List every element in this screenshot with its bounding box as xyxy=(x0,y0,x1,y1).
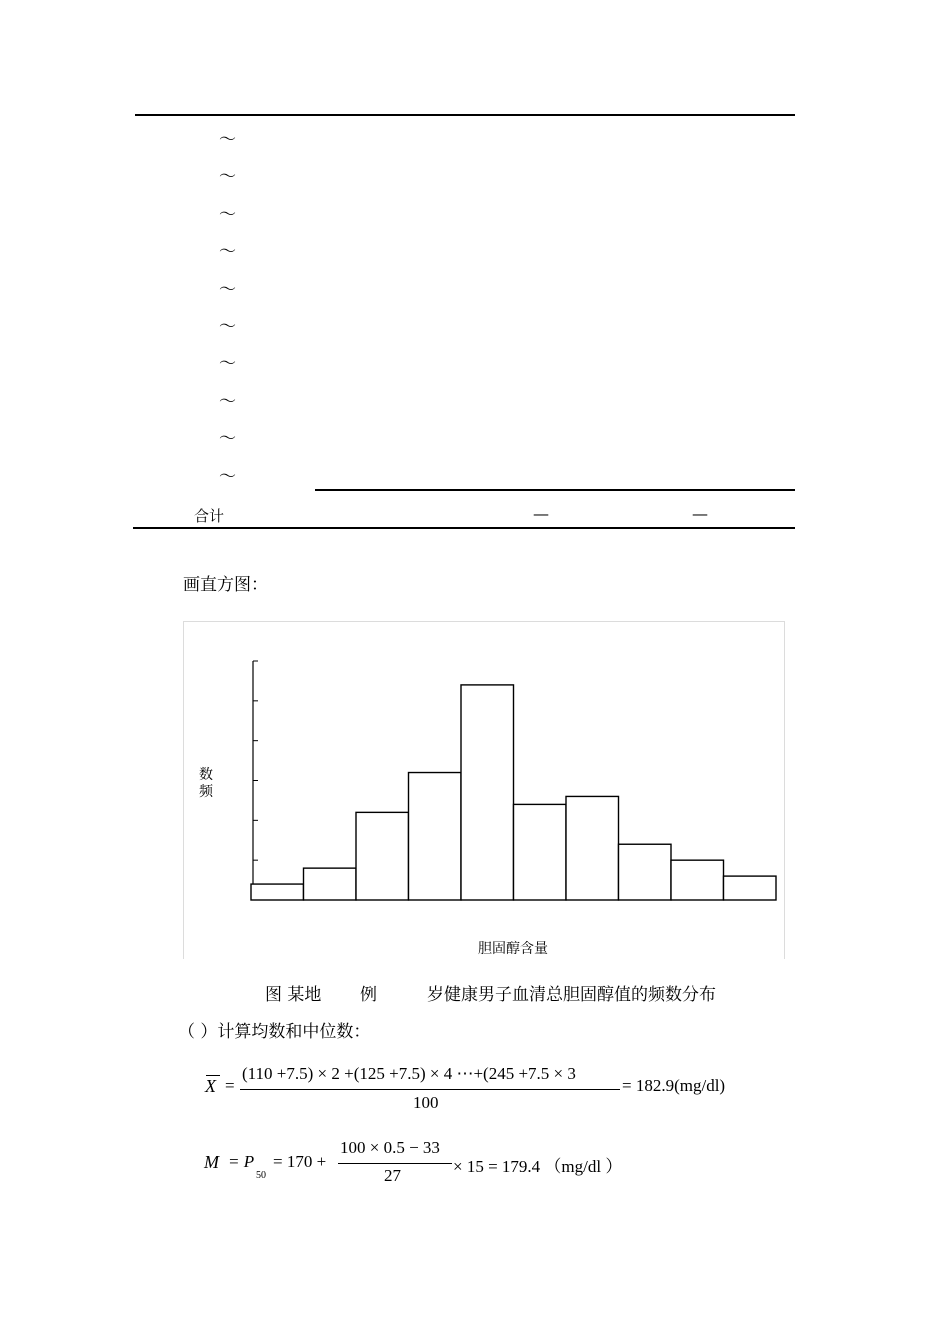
histogram-bar xyxy=(409,773,462,900)
x-axis-label: 胆固醇含量 xyxy=(478,941,548,957)
table-row-mark: ～ xyxy=(219,204,236,225)
median-numerator: 100 × 0.5 − 33 xyxy=(340,1138,440,1157)
mean-equals: = xyxy=(225,1076,235,1095)
table-row-mark: ～ xyxy=(219,242,236,263)
median-subscript: 50 xyxy=(256,1170,266,1181)
histogram-bar xyxy=(671,860,724,900)
histogram-bar xyxy=(356,812,409,900)
table-row-mark: ～ xyxy=(219,130,236,150)
mean-denominator: 100 xyxy=(413,1093,439,1112)
histogram-bar xyxy=(251,884,304,900)
mean-symbol: X xyxy=(205,1076,216,1096)
histogram-bar xyxy=(461,685,514,900)
table-total-dash-1: — xyxy=(533,504,549,523)
median-mid: = 170 + xyxy=(273,1152,327,1171)
median-symbol: M xyxy=(204,1152,219,1172)
table-row-mark: ～ xyxy=(219,279,236,300)
y-axis-label-line1: 数 xyxy=(199,767,213,783)
table-row-mark: ～ xyxy=(219,167,236,188)
median-fraction-line xyxy=(338,1163,452,1164)
question-label: （ ）计算均数和中位数： xyxy=(178,1022,371,1042)
mean-numerator: (110 +7.5) × 2 +(125 +7.5) × 4 ⋯+(245 +7.5 × 3 xyxy=(242,1064,576,1083)
figure-caption-part2: 例 xyxy=(360,985,377,1005)
table-row-mark: ～ xyxy=(219,317,236,337)
histogram-bar xyxy=(619,844,672,900)
histogram-bar xyxy=(566,796,619,900)
histogram-bar xyxy=(724,876,777,900)
histogram-bar xyxy=(304,868,357,900)
median-p: = P xyxy=(228,1152,255,1171)
table-total-dash-2: — xyxy=(692,504,708,523)
table-row-mark: ～ xyxy=(219,466,236,487)
median-result: × 15 = 179.4 （mg/dl ） xyxy=(453,1157,623,1176)
mean-result: = 182.9(mg/dl) xyxy=(622,1076,726,1095)
mean-fraction-line xyxy=(240,1089,620,1090)
histogram-bar xyxy=(514,804,567,900)
figure-caption-part1: 图 某地 xyxy=(265,985,322,1005)
y-axis-label-line2: 频 xyxy=(199,784,213,800)
table-row-mark: ～ xyxy=(219,354,236,375)
table-row-mark: ～ xyxy=(219,391,236,412)
table-row-mark: ～ xyxy=(219,429,236,450)
figure-caption-part3: 岁健康男子血清总胆固醇值的频数分布 xyxy=(427,985,716,1005)
median-denominator: 27 xyxy=(384,1166,401,1185)
table-total-label: 合计 xyxy=(194,507,225,525)
section-label: 画直方图： xyxy=(183,575,268,595)
mean-bar xyxy=(206,1075,220,1076)
